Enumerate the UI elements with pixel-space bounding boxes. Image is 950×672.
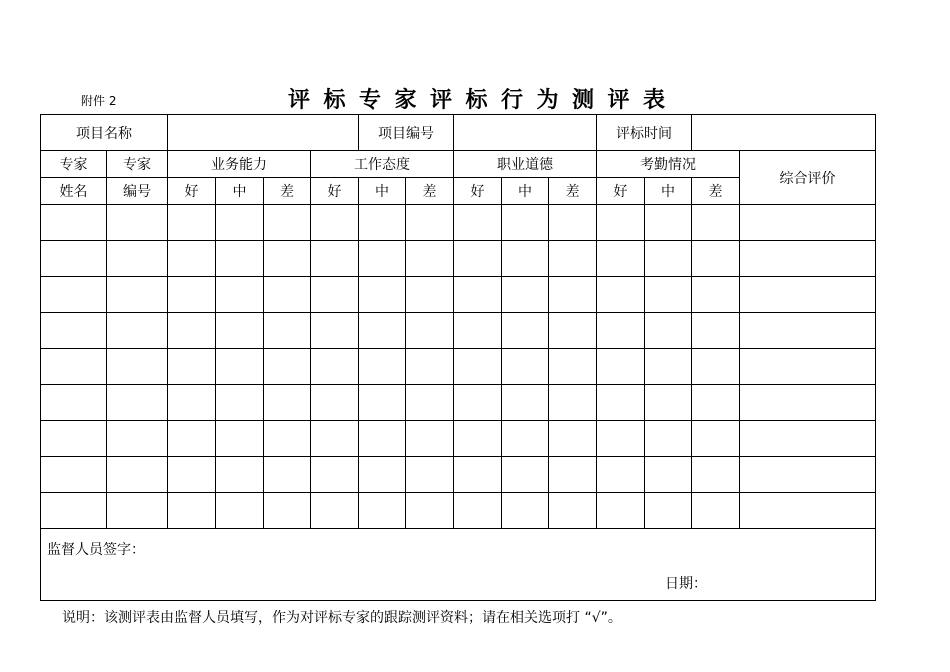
group-header-business-ability: 业务能力: [168, 151, 311, 178]
entry-cell[interactable]: [168, 205, 216, 241]
entry-cell[interactable]: [645, 493, 692, 529]
entry-cell[interactable]: [454, 457, 502, 493]
table-row: [41, 241, 876, 277]
entry-cell[interactable]: [216, 385, 264, 421]
entry-cell[interactable]: [597, 457, 645, 493]
entry-cell[interactable]: [406, 241, 454, 277]
entry-cell[interactable]: [41, 241, 107, 277]
info-row: [41, 115, 876, 151]
entry-cell[interactable]: [107, 385, 168, 421]
form-title: 评标专家评标行为测评表: [288, 87, 679, 113]
entry-cell[interactable]: [359, 241, 406, 277]
entry-cell[interactable]: [549, 241, 597, 277]
entry-cell[interactable]: [359, 385, 406, 421]
entry-cell[interactable]: [41, 421, 107, 457]
entry-cell[interactable]: [454, 385, 502, 421]
table-row: [41, 421, 876, 457]
entry-cell[interactable]: [692, 421, 740, 457]
entry-cell[interactable]: [502, 493, 549, 529]
entry-cell[interactable]: [549, 457, 597, 493]
entry-cell[interactable]: [406, 385, 454, 421]
entry-cell[interactable]: [692, 385, 740, 421]
date-label: 日期：: [665, 576, 707, 592]
grade-medium-header: 中: [502, 178, 549, 205]
supervisor-signature-label: 监督人员签字：: [47, 542, 145, 558]
grade-good-header: 好: [168, 178, 216, 205]
entry-cell[interactable]: [502, 277, 549, 313]
entry-cell[interactable]: [359, 493, 406, 529]
entry-cell[interactable]: [740, 457, 876, 493]
project-name-field[interactable]: [168, 115, 359, 151]
entry-cell[interactable]: [41, 277, 107, 313]
entry-cell[interactable]: [549, 277, 597, 313]
table-row: [41, 277, 876, 313]
grade-good-header: 好: [597, 178, 645, 205]
entry-cell[interactable]: [740, 205, 876, 241]
entry-cell[interactable]: [502, 421, 549, 457]
grade-medium-header: 中: [645, 178, 692, 205]
group-header-work-attitude: 工作态度: [311, 151, 454, 178]
entry-cell[interactable]: [740, 385, 876, 421]
entry-cell[interactable]: [597, 349, 645, 385]
entry-cell[interactable]: [359, 457, 406, 493]
entry-cell[interactable]: [311, 493, 359, 529]
entry-cell[interactable]: [107, 421, 168, 457]
entry-cell[interactable]: [311, 241, 359, 277]
entry-cell[interactable]: [264, 457, 311, 493]
entry-cell[interactable]: [692, 313, 740, 349]
entry-cell[interactable]: [692, 493, 740, 529]
entry-cell[interactable]: [359, 205, 406, 241]
table-row: [41, 349, 876, 385]
entry-cell[interactable]: [692, 205, 740, 241]
entry-cell[interactable]: [406, 421, 454, 457]
entry-cell[interactable]: [549, 349, 597, 385]
entry-cell[interactable]: [359, 277, 406, 313]
expert-name-header-top: 专家: [41, 151, 107, 178]
entry-cell[interactable]: [454, 277, 502, 313]
entry-cell[interactable]: [597, 277, 645, 313]
entry-cell[interactable]: [107, 277, 168, 313]
entry-cell[interactable]: [264, 205, 311, 241]
entry-cell[interactable]: [264, 421, 311, 457]
group-header-attendance: 考勤情况: [597, 151, 740, 178]
entry-cell[interactable]: [311, 421, 359, 457]
entry-cell[interactable]: [549, 421, 597, 457]
entry-cell[interactable]: [311, 385, 359, 421]
supervisor-signature-cell[interactable]: [41, 529, 876, 601]
entry-cell[interactable]: [692, 349, 740, 385]
entry-cell[interactable]: [549, 205, 597, 241]
entry-cell[interactable]: [216, 493, 264, 529]
entry-cell[interactable]: [406, 349, 454, 385]
entry-cell[interactable]: [454, 349, 502, 385]
entry-cell[interactable]: [454, 241, 502, 277]
project-number-label: 项目编号: [359, 115, 454, 151]
entry-cell[interactable]: [597, 205, 645, 241]
entry-cell[interactable]: [549, 313, 597, 349]
entry-cell[interactable]: [645, 457, 692, 493]
entry-cell[interactable]: [740, 277, 876, 313]
entry-cell[interactable]: [264, 241, 311, 277]
table-row: [41, 313, 876, 349]
entry-cell[interactable]: [168, 277, 216, 313]
entry-cell[interactable]: [740, 349, 876, 385]
entry-cell[interactable]: [264, 349, 311, 385]
entry-cell[interactable]: [216, 241, 264, 277]
entry-cell[interactable]: [502, 385, 549, 421]
entry-cell[interactable]: [645, 385, 692, 421]
entry-cell[interactable]: [168, 349, 216, 385]
entry-cell[interactable]: [597, 385, 645, 421]
grade-medium-header: 中: [216, 178, 264, 205]
entry-cell[interactable]: [168, 421, 216, 457]
table-row: [41, 205, 876, 241]
entry-cell[interactable]: [406, 493, 454, 529]
entry-cell[interactable]: [740, 421, 876, 457]
entry-cell[interactable]: [168, 313, 216, 349]
entry-cell[interactable]: [692, 277, 740, 313]
grade-poor-header: 差: [264, 178, 311, 205]
table-row: [41, 493, 876, 529]
entry-cell[interactable]: [597, 313, 645, 349]
grade-poor-header: 差: [549, 178, 597, 205]
entry-cell[interactable]: [502, 205, 549, 241]
overall-evaluation-header: 综合评价: [740, 151, 876, 205]
entry-cell[interactable]: [454, 313, 502, 349]
evaluation-time-label: 评标时间: [597, 115, 692, 151]
entry-cell[interactable]: [107, 457, 168, 493]
expert-number-header-top: 专家: [107, 151, 168, 178]
grade-poor-header: 差: [692, 178, 740, 205]
data-rows: [41, 205, 876, 529]
entry-cell[interactable]: [406, 313, 454, 349]
entry-cell[interactable]: [41, 493, 107, 529]
entry-cell[interactable]: [216, 457, 264, 493]
entry-cell[interactable]: [406, 457, 454, 493]
entry-cell[interactable]: [645, 277, 692, 313]
entry-cell[interactable]: [216, 313, 264, 349]
entry-cell[interactable]: [597, 421, 645, 457]
entry-cell[interactable]: [645, 313, 692, 349]
entry-cell[interactable]: [645, 241, 692, 277]
entry-cell[interactable]: [359, 421, 406, 457]
entry-cell[interactable]: [41, 457, 107, 493]
entry-cell[interactable]: [502, 349, 549, 385]
entry-cell[interactable]: [645, 349, 692, 385]
evaluation-time-field[interactable]: [692, 115, 876, 151]
attachment-label: 附件 2: [81, 94, 117, 108]
entry-cell[interactable]: [454, 205, 502, 241]
entry-cell[interactable]: [645, 421, 692, 457]
entry-cell[interactable]: [502, 313, 549, 349]
entry-cell[interactable]: [216, 205, 264, 241]
entry-cell[interactable]: [168, 457, 216, 493]
entry-cell[interactable]: [107, 313, 168, 349]
entry-cell[interactable]: [311, 457, 359, 493]
entry-cell[interactable]: [41, 313, 107, 349]
group-header-professional-ethics: 职业道德: [454, 151, 597, 178]
table-row: [41, 385, 876, 421]
entry-cell[interactable]: [645, 205, 692, 241]
entry-cell[interactable]: [264, 313, 311, 349]
entry-cell[interactable]: [454, 493, 502, 529]
entry-cell[interactable]: [692, 457, 740, 493]
entry-cell[interactable]: [454, 421, 502, 457]
header-row-1: [41, 151, 876, 178]
table-row: [41, 457, 876, 493]
entry-cell[interactable]: [597, 241, 645, 277]
supervisor-row: [41, 529, 876, 601]
grade-good-header: 好: [454, 178, 502, 205]
expert-name-header-bottom: 姓名: [41, 178, 107, 205]
entry-cell[interactable]: [549, 493, 597, 529]
entry-cell[interactable]: [168, 241, 216, 277]
entry-cell[interactable]: [502, 241, 549, 277]
entry-cell[interactable]: [740, 241, 876, 277]
expert-number-header-bottom: 编号: [107, 178, 168, 205]
entry-cell[interactable]: [41, 349, 107, 385]
entry-cell[interactable]: [264, 277, 311, 313]
entry-cell[interactable]: [216, 421, 264, 457]
entry-cell[interactable]: [41, 205, 107, 241]
grade-poor-header: 差: [406, 178, 454, 205]
entry-cell[interactable]: [107, 349, 168, 385]
evaluation-table: [40, 114, 876, 601]
project-number-field[interactable]: [454, 115, 597, 151]
entry-cell[interactable]: [216, 349, 264, 385]
entry-cell[interactable]: [740, 313, 876, 349]
entry-cell[interactable]: [597, 493, 645, 529]
grade-good-header: 好: [311, 178, 359, 205]
entry-cell[interactable]: [406, 205, 454, 241]
entry-cell[interactable]: [311, 277, 359, 313]
entry-cell[interactable]: [168, 385, 216, 421]
entry-cell[interactable]: [107, 241, 168, 277]
entry-cell[interactable]: [549, 385, 597, 421]
entry-cell[interactable]: [406, 277, 454, 313]
entry-cell[interactable]: [359, 349, 406, 385]
entry-cell[interactable]: [359, 313, 406, 349]
entry-cell[interactable]: [692, 241, 740, 277]
entry-cell[interactable]: [264, 493, 311, 529]
entry-cell[interactable]: [740, 493, 876, 529]
entry-cell[interactable]: [311, 349, 359, 385]
entry-cell[interactable]: [216, 277, 264, 313]
instructions-note: 说明：该测评表由监督人员填写，作为对评标专家的跟踪测评资料；请在相关选项打 “√”。: [62, 610, 622, 626]
entry-cell[interactable]: [107, 493, 168, 529]
entry-cell[interactable]: [502, 457, 549, 493]
entry-cell[interactable]: [264, 385, 311, 421]
entry-cell[interactable]: [41, 385, 107, 421]
project-name-label: 项目名称: [41, 115, 168, 151]
entry-cell[interactable]: [311, 205, 359, 241]
grade-medium-header: 中: [359, 178, 406, 205]
entry-cell[interactable]: [168, 493, 216, 529]
entry-cell[interactable]: [311, 313, 359, 349]
entry-cell[interactable]: [107, 205, 168, 241]
